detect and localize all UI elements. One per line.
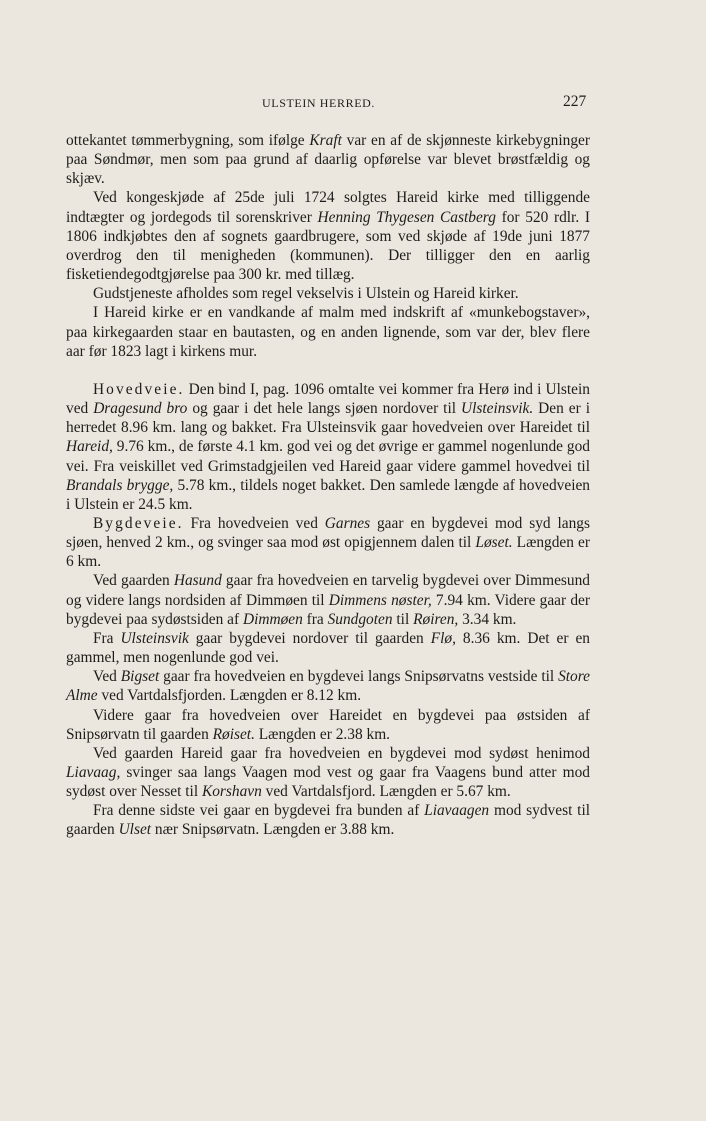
place-name: Løset. (475, 534, 513, 552)
text-run: til (392, 610, 414, 628)
text-run: Ved gaarden (92, 572, 174, 590)
place-name: Brandals brygge, (66, 476, 174, 494)
text-run: gaar bygdevei nordover til gaarden (188, 629, 431, 647)
place-name: Liavaag, (66, 764, 121, 781)
place-name: Hasund (173, 572, 222, 590)
text-run: Ved kongeskjøde af 25de juli 1724 solgtes Hareid kirke med tilliggende indtægter og jordegods til sorenskriver (66, 189, 590, 226)
text-run: Videre gaar fra hovedveien over Hareidet en bygdevei paa østsiden af Snipsørvatn til gaarden (66, 706, 590, 743)
place-name: Store Alme (66, 668, 590, 705)
paragraph-ulset-road (66, 801, 590, 839)
paragraph-bigset-road (66, 667, 590, 705)
place-name: Korshavn (201, 783, 262, 801)
text-run: Den bind I, pag. 1096 omtalte vei kommer fra Herø ind i Ulstein ved (66, 380, 590, 418)
text-run: Længden er 2.38 km. (254, 725, 391, 743)
text-run: svinger saa langs Vaagen mod vest og gaar fra Vaagens bund atter mod sydøst over Nesset til (66, 764, 590, 801)
paragraph-hasund-road (66, 571, 590, 628)
place-name: Sundgoten (327, 610, 393, 628)
text-run: 5.78 km., tildels noget bakket. Den samlede længde af hovedveien i Ulstein er 24.5 km. (66, 476, 590, 513)
paragraph-flo-road (66, 629, 590, 667)
place-name: Ulsteinsvik. (460, 400, 534, 418)
paragraph-church-sale (66, 188, 590, 284)
place-name: Dragesund bro (93, 400, 188, 418)
place-name: Røiset. (212, 725, 255, 743)
text-run: ved Vartdalsfjorden. Længden er 8.12 km. (97, 687, 362, 705)
page-number: 227 (563, 93, 587, 110)
text-run: ved Vartdalsfjord. Længden er 5.67 km. (261, 783, 511, 801)
place-name: Ulset (118, 821, 152, 839)
text-run: 8.36 km. Det er en gammel, men nogenlunde god vei. (66, 629, 590, 667)
place-name: Ulsteinsvik (120, 629, 189, 647)
text-run: nær Snipsørvatn. Længden er 3.88 km. (151, 821, 395, 839)
text-run: for 520 rdlr. I 1806 indkjøbtes den af sognets gaardbrugere, som ved skjøde af 19de juni 1877 overdrog den til menigheden (kommunen). Der tilligger den en aarlig fisketiendegodtgjørelse paa 300 kr. med tillæg. (66, 208, 590, 284)
paragraph-hovedveie (66, 380, 590, 514)
text-run: og gaar i det hele langs sjøen nordover til (187, 400, 461, 418)
place-name: Røiren, (413, 610, 459, 628)
text-run: ottekantet tømmerbygning, som ifølge (66, 132, 310, 149)
text-run: gaar en bygdevei mod syd langs sjøen, henved 2 km., og svinger saa mod øst opigjennem dalen til (66, 514, 590, 552)
paragraph-church-artifacts (66, 303, 590, 360)
text-run: Ved gaarden Hareid gaar fra hovedveien en bygdevei mod sydøst henimod (92, 744, 590, 762)
text-run: Fra denne sidste vei gaar en bygdevei fra bunden af (92, 802, 425, 820)
source-reference: Kraft (309, 132, 342, 149)
text-run: 3.34 km. (458, 610, 517, 628)
body-text (66, 131, 590, 840)
page-header (0, 92, 706, 116)
text-run: var en af de skjønneste kirkebygninger paa Søndmør, men som paa grund af daarlig opførelse var blevet brøstfældig og skjæv. (66, 132, 591, 188)
text-run: 7.94 km. Videre gaar der bygdevei paa sydøstsiden af (66, 591, 590, 628)
place-name: Hareid, (66, 438, 113, 456)
text-run: Fra (92, 629, 121, 647)
place-name: Dimmens nøster, (328, 591, 432, 609)
text-run: I Hareid kirke er en vandkande af malm med indskrift af «munkebogstaver», paa kirkegaarden staar en bautasten, og en anden lignende, som var der, blev flere aar før 1823 lagt i kirkens mur. (66, 304, 590, 360)
place-name: Flø, (430, 629, 456, 647)
paragraph-liavaag-road (66, 744, 590, 801)
place-name: Dimmøen (242, 610, 303, 628)
place-name: Liavaagen (424, 802, 490, 820)
text-run: gaar fra hovedveien en bygdevei langs Snipsørvatns vestside til (159, 668, 559, 686)
text-run: mod sydvest til gaarden (66, 802, 590, 839)
paragraph-services (66, 284, 590, 303)
text-run: fra (302, 610, 328, 628)
place-name: Bigset (120, 668, 160, 686)
person-name: Henning Thygesen Castberg (317, 208, 496, 226)
text-run: Den er i herredet 8.96 km. lang og bakket. Fra Ulsteinsvik gaar hovedveien over Hareidet til (66, 400, 590, 437)
running-title: ULSTEIN HERRED. (262, 96, 375, 110)
text-run: 9.76 km., de første 4.1 km. god vei og det øvrige er gammel nogenlunde god vei. Fra veiskillet ved Grimstadgjeilen ved Hareid gaar videre gammel hovedvei til (66, 438, 590, 475)
section-heading-hovedveie: Hovedveie. (92, 380, 185, 398)
paragraph-roiset-road (66, 706, 590, 744)
text-run: Fra hovedveien ved (183, 514, 325, 532)
section-heading-bygdeveie: Bygdeveie. (92, 514, 184, 532)
paragraph-bygdeveie (66, 514, 590, 571)
text-run: Længden er 6 km. (66, 534, 591, 571)
text-run: Gudstjeneste afholdes som regel vekselvis i Ulstein og Hareid kirker. (92, 285, 519, 303)
text-run: Ved (92, 668, 121, 686)
paragraph-church-description (66, 131, 590, 188)
place-name: Garnes (324, 514, 371, 532)
text-run: gaar fra hovedveien en tarvelig bygdevei over Dimmesund og videre langs nordsiden af Dimmøen til (66, 572, 590, 609)
